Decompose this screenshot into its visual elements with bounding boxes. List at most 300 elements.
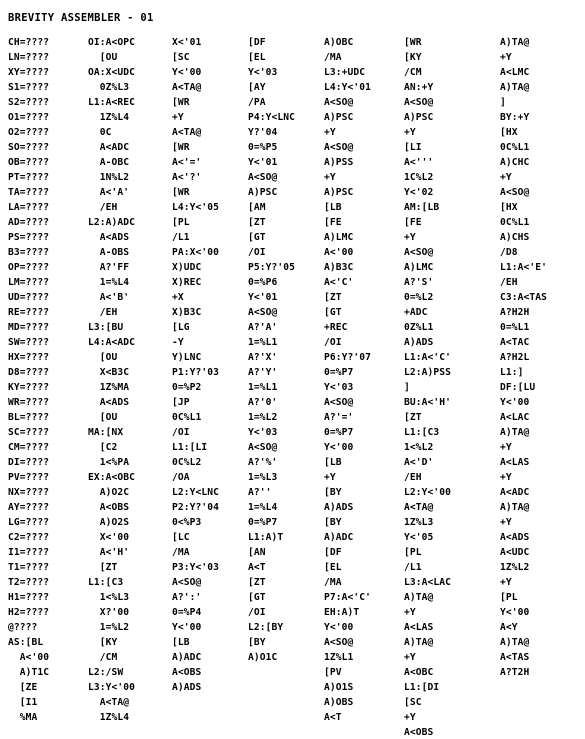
code-line: +Y [500, 52, 512, 63]
code-line: [WR [404, 37, 422, 48]
code-line: X?'00 [88, 607, 130, 618]
code-line: 0=%P6 [248, 277, 278, 288]
code-line: Y<'00 [172, 67, 202, 78]
code-line: UD=???? [8, 292, 50, 303]
code-line: 1=%L1 [248, 382, 278, 393]
code-line: A)PSS [324, 157, 354, 168]
code-line: [GT [324, 307, 342, 318]
code-line: HX=???? [8, 352, 50, 363]
code-line: [BY [324, 517, 342, 528]
code-line: A<UDC [500, 547, 530, 558]
code-line: [I1 [8, 697, 38, 708]
code-line: 0C [88, 127, 112, 138]
code-line: BY:+Y [500, 112, 530, 123]
code-line: A)ADS [172, 682, 202, 693]
code-line: +Y [500, 577, 512, 588]
code-line: [ZT [404, 412, 422, 423]
code-line: Y<'00 [500, 607, 530, 618]
code-line: A<OBS [88, 502, 130, 513]
code-line: B3=???? [8, 247, 50, 258]
code-line: A)TA@ [404, 637, 434, 648]
code-line: A)TA@ [500, 427, 530, 438]
code-line: A<SO@ [248, 442, 278, 453]
code-line: L4:Y<'05 [172, 202, 220, 213]
code-line: 1=%L1 [248, 337, 278, 348]
code-line: A<SO@ [404, 97, 434, 108]
code-line: [JP [172, 397, 190, 408]
assembler-listing [0, 37, 585, 738]
code-line: A<TA@ [172, 82, 202, 93]
code-line: /L1 [404, 562, 422, 573]
code-line: S2=???? [8, 97, 50, 108]
code-line: RE=???? [8, 307, 50, 318]
code-line: [BY [324, 487, 342, 498]
code-line: LG=???? [8, 517, 50, 528]
code-line: A<''' [404, 157, 434, 168]
code-line: A)CHC [500, 157, 530, 168]
code-line: +Y [500, 442, 512, 453]
code-line: [LC [172, 532, 190, 543]
code-line: /OI [248, 607, 266, 618]
code-line: [LG [172, 322, 190, 333]
code-line: [WR [172, 142, 190, 153]
code-line: TA=???? [8, 187, 50, 198]
code-line: +REC [324, 322, 348, 333]
code-line: [PL [500, 592, 518, 603]
code-line: L2:A)PSS [404, 367, 452, 378]
code-line: A)CHS [500, 232, 530, 243]
code-line: [PL [404, 547, 422, 558]
code-line: [OU [88, 412, 118, 423]
code-line: +ADC [404, 307, 428, 318]
code-line: A)PSC [324, 187, 354, 198]
code-line: A<'=' [172, 157, 202, 168]
code-line: A<LMC [500, 67, 530, 78]
code-line: A<'C' [324, 277, 354, 288]
code-line: /EH [88, 307, 118, 318]
code-line: O1=???? [8, 112, 50, 123]
code-line: [FE [404, 217, 422, 228]
code-line: A<'H' [88, 547, 130, 558]
code-line: [LB [324, 202, 342, 213]
code-line: /L1 [172, 232, 190, 243]
code-line: OP=???? [8, 262, 50, 273]
code-line: AN:+Y [404, 82, 434, 93]
code-line: AY=???? [8, 502, 50, 513]
code-line: [LI [404, 142, 422, 153]
code-line: 0C%L1 [172, 412, 202, 423]
code-line: A?'%' [248, 457, 278, 468]
code-line: [HX [500, 202, 518, 213]
code-line: MA:[NX [88, 427, 124, 438]
code-line: A-OBC [88, 157, 130, 168]
code-line: 1=%L2 [88, 622, 130, 633]
code-line: [EL [248, 52, 266, 63]
code-line: %MA [8, 712, 38, 723]
code-line: AM:[LB [404, 202, 440, 213]
code-line: P3:Y<'03 [172, 562, 220, 573]
code-line: A?'=' [324, 412, 354, 423]
code-line: 0C%L1 [500, 217, 530, 228]
code-line: [LB [324, 457, 342, 468]
code-line: A<LAS [500, 457, 530, 468]
code-line: /MA [172, 547, 190, 558]
code-line: A)O2S [88, 517, 130, 528]
code-line: L1:] [500, 367, 524, 378]
code-line: 1Z%L4 [88, 712, 130, 723]
code-line: [PL [172, 217, 190, 228]
code-line: WR=???? [8, 397, 50, 408]
code-line: X)B3C [172, 307, 202, 318]
code-line: A<LAC [500, 412, 530, 423]
code-line: [ZT [248, 217, 266, 228]
code-line: BL=???? [8, 412, 50, 423]
code-line: [KY [404, 52, 422, 63]
code-line: 0Z%L1 [404, 322, 434, 333]
code-line: L4:Y<'01 [324, 82, 372, 93]
code-line: ] [404, 382, 410, 393]
code-line: Y<'00 [324, 442, 354, 453]
code-line: 1Z%L3 [404, 517, 434, 528]
code-line: /MA [324, 52, 342, 63]
code-line: A<SO@ [172, 577, 202, 588]
code-line: A<TA@ [88, 697, 130, 708]
code-line: L3:[BU [88, 322, 124, 333]
code-line: A<OBC [404, 667, 434, 678]
code-line: 0=%P7 [248, 517, 278, 528]
code-line: C2=???? [8, 532, 50, 543]
code-line: A<SO@ [404, 247, 434, 258]
code-line: [LB [172, 637, 190, 648]
code-line: [PV [324, 667, 342, 678]
code-line: O2=???? [8, 127, 50, 138]
code-line: A)TA@ [404, 592, 434, 603]
code-line: PT=???? [8, 172, 50, 183]
code-line: L2:/SW [88, 667, 124, 678]
code-line: A)O1C [248, 652, 278, 663]
code-line: A<ADS [88, 397, 130, 408]
code-line: +Y [404, 712, 416, 723]
code-line: H2=???? [8, 607, 50, 618]
code-line: 0=%P2 [172, 382, 202, 393]
code-line: P4:Y<LNC [248, 112, 296, 123]
code-line: P7:A<'C' [324, 592, 372, 603]
code-line: 1<%L2 [404, 442, 434, 453]
code-line: A<SO@ [324, 397, 354, 408]
code-line: +Y [172, 112, 184, 123]
code-line: OA:X<UDC [88, 67, 136, 78]
code-line: A<OBS [172, 667, 202, 678]
code-line: P5:Y?'05 [248, 262, 296, 273]
code-line: [AM [248, 202, 266, 213]
code-line: AD=???? [8, 217, 50, 228]
code-line: A<Y [500, 622, 518, 633]
code-line: I1=???? [8, 547, 50, 558]
code-line: /OI [324, 337, 342, 348]
code-line: /MA [324, 577, 342, 588]
code-line: L1:[DI [404, 682, 440, 693]
code-line: A-OBS [88, 247, 130, 258]
code-line: A<SO@ [324, 637, 354, 648]
code-line: L1:[LI [172, 442, 208, 453]
code-line: A<TAC [500, 337, 530, 348]
code-line: A<SO@ [324, 142, 354, 153]
code-line: PV=???? [8, 472, 50, 483]
code-line: P1:Y?'03 [172, 367, 220, 378]
code-line: A<SO@ [500, 187, 530, 198]
code-line: [BY [248, 637, 266, 648]
code-line: Y<'05 [404, 532, 434, 543]
code-line: A)LMC [324, 232, 354, 243]
code-line: Y<'02 [404, 187, 434, 198]
code-line: [DF [324, 547, 342, 558]
code-line: A<'00 [324, 247, 354, 258]
code-line: /EH [404, 472, 422, 483]
code-line: L1:A<REC [88, 97, 136, 108]
code-line: /D8 [500, 247, 518, 258]
code-line: BU:A<'H' [404, 397, 452, 408]
code-line: A<TA@ [172, 127, 202, 138]
code-line: [OU [88, 52, 118, 63]
code-line: A<'00 [8, 652, 50, 663]
code-line: [EL [324, 562, 342, 573]
code-line: A?'X' [248, 352, 278, 363]
code-line: +Y [404, 232, 416, 243]
code-line: DI=???? [8, 457, 50, 468]
code-line: L2:Y<LNC [172, 487, 220, 498]
code-line: [OU [88, 352, 118, 363]
code-line: [ZT [324, 292, 342, 303]
code-line: L2:[BY [248, 622, 284, 633]
code-line: PA:X<'00 [172, 247, 220, 258]
code-line: Y<'03 [248, 67, 278, 78]
code-line: SO=???? [8, 142, 50, 153]
code-line: SC=???? [8, 427, 50, 438]
code-line: Y<'00 [324, 622, 354, 633]
code-line: OB=???? [8, 157, 50, 168]
code-line: A<T [248, 562, 266, 573]
code-line: A?T2H [500, 667, 530, 678]
code-line: A)B3C [324, 262, 354, 273]
code-line: +Y [324, 472, 336, 483]
code-line: A?H2L [500, 352, 530, 363]
code-line: A?'Y' [248, 367, 278, 378]
code-line: [SC [404, 697, 422, 708]
code-line: /OI [172, 427, 190, 438]
code-line: [AY [248, 82, 266, 93]
code-line: 0C%L1 [500, 142, 530, 153]
code-line: A<OBS [404, 727, 434, 738]
code-line: [SC [172, 52, 190, 63]
code-line: T1=???? [8, 562, 50, 573]
code-line: C3:A<TAS [500, 292, 548, 303]
code-line: 1C%L2 [404, 172, 434, 183]
code-line: A)TA@ [500, 82, 530, 93]
code-line: A?'' [248, 487, 272, 498]
code-line: A)ADS [404, 337, 434, 348]
code-line: A<ADC [88, 142, 130, 153]
code-line: CM=???? [8, 442, 50, 453]
code-line: [C2 [88, 442, 118, 453]
code-line: +Y [404, 607, 416, 618]
code-line: 1=%L4 [88, 277, 130, 288]
code-line: [ZT [88, 562, 118, 573]
code-line: [FE [324, 217, 342, 228]
code-line: -Y [172, 337, 184, 348]
code-line: L1:A)T [248, 532, 284, 543]
code-line: OI:A<OPC [88, 37, 136, 48]
code-line: L4:A<ADC [88, 337, 136, 348]
code-line: /PA [248, 97, 266, 108]
code-line: KY=???? [8, 382, 50, 393]
code-line: L1:[C3 [404, 427, 440, 438]
code-line: 1<%L3 [88, 592, 130, 603]
code-line: Y<'03 [248, 427, 278, 438]
code-line: 1=%L2 [248, 412, 278, 423]
code-line: X<'00 [88, 532, 130, 543]
code-line: A<SO@ [324, 97, 354, 108]
code-line: DF:[LU [500, 382, 536, 393]
code-line: +Y [404, 127, 416, 138]
code-line: A)PSC [248, 187, 278, 198]
code-line: [GT [248, 232, 266, 243]
code-line: SW=???? [8, 337, 50, 348]
code-line: H1=???? [8, 592, 50, 603]
code-line: A)TA@ [500, 502, 530, 513]
code-line: LN=???? [8, 52, 50, 63]
code-line: L3:Y<'00 [88, 682, 136, 693]
code-line: 1Z%L1 [324, 652, 354, 663]
code-line: +Y [500, 172, 512, 183]
code-line: +Y [404, 652, 416, 663]
code-line: +Y [500, 517, 512, 528]
code-line: [ZE [8, 682, 38, 693]
code-line: 0<%P3 [172, 517, 202, 528]
code-line: Y<'01 [248, 157, 278, 168]
code-line: A<T [324, 712, 342, 723]
code-line: A)T1C [8, 667, 50, 678]
code-line: +Y [324, 172, 336, 183]
code-line: A?'A' [248, 322, 278, 333]
page-title: BREVITY ASSEMBLER - 01 [8, 12, 154, 24]
code-line: P6:Y?'07 [324, 352, 372, 363]
code-line: A?'FF [88, 262, 130, 273]
code-line: L3:A<LAC [404, 577, 452, 588]
code-line: A)OBC [324, 37, 354, 48]
code-line: A<ADS [88, 232, 130, 243]
code-line: A)PSC [324, 112, 354, 123]
code-line: +X [172, 292, 184, 303]
code-line: NX=???? [8, 487, 50, 498]
code-line: X)REC [172, 277, 202, 288]
code-line: 1Z%MA [88, 382, 130, 393]
code-line: 0=%P4 [172, 607, 202, 618]
code-line: A?'S' [404, 277, 434, 288]
code-line: A<'?' [172, 172, 202, 183]
code-line: CH=???? [8, 37, 50, 48]
code-line: A)TA@ [500, 37, 530, 48]
code-line: /OI [248, 247, 266, 258]
code-line: 0=%P7 [324, 427, 354, 438]
code-line: /CM [88, 652, 118, 663]
code-line: [ZT [248, 577, 266, 588]
code-line: PS=???? [8, 232, 50, 243]
code-line: 0C%L2 [172, 457, 202, 468]
code-line: A<ADC [500, 487, 530, 498]
code-line: LM=???? [8, 277, 50, 288]
code-line: XY=???? [8, 67, 50, 78]
code-line: 1=%L3 [248, 472, 278, 483]
code-line: A<SO@ [248, 307, 278, 318]
code-line: +Y [324, 127, 336, 138]
code-line: D8=???? [8, 367, 50, 378]
code-line: A<'D' [404, 457, 434, 468]
code-line: 0Z%L3 [88, 82, 130, 93]
code-line: 1Z%L2 [500, 562, 530, 573]
code-line: [KY [88, 637, 118, 648]
code-line: A)ADC [172, 652, 202, 663]
code-line: AS:[BL [8, 637, 44, 648]
code-line: /EH [500, 277, 518, 288]
code-line: L1:A<'C' [404, 352, 452, 363]
code-line: Y?'04 [248, 127, 278, 138]
code-line: A?H2H [500, 307, 530, 318]
code-line: A<'B' [88, 292, 130, 303]
code-line: A)OBS [324, 697, 354, 708]
code-line: EX:A<OBC [88, 472, 136, 483]
code-line: L2:Y<'00 [404, 487, 452, 498]
code-line: L1:A<'E' [500, 262, 548, 273]
code-line: X<B3C [88, 367, 130, 378]
code-line: Y<'03 [324, 382, 354, 393]
code-line: 0=%L2 [404, 292, 434, 303]
code-line: [AN [248, 547, 266, 558]
code-line: L1:[C3 [88, 577, 124, 588]
code-line: 0=%P7 [324, 367, 354, 378]
code-line: /OA [172, 472, 190, 483]
code-line: Y<'00 [500, 397, 530, 408]
code-line: A)O2C [88, 487, 130, 498]
code-line: S1=???? [8, 82, 50, 93]
code-line: A<'A' [88, 187, 130, 198]
code-line: X<'01 [172, 37, 202, 48]
code-line: T2=???? [8, 577, 50, 588]
code-line: A)PSC [404, 112, 434, 123]
code-line: Y<'01 [248, 292, 278, 303]
code-line: A)ADS [324, 502, 354, 513]
code-line: Y)LNC [172, 352, 202, 363]
code-line: A)ADC [324, 532, 354, 543]
code-line: L2:A)ADC [88, 217, 136, 228]
code-line: LA=???? [8, 202, 50, 213]
code-line: A)O1S [324, 682, 354, 693]
code-line: A<ADS [500, 532, 530, 543]
code-line: ] [500, 97, 506, 108]
code-line: A?':' [172, 592, 202, 603]
code-line: @???? [8, 622, 38, 633]
code-line: [DF [248, 37, 266, 48]
code-line: A)LMC [404, 262, 434, 273]
code-line: [WR [172, 97, 190, 108]
code-line: A?'0' [248, 397, 278, 408]
code-line: Y<'00 [172, 622, 202, 633]
code-line: X)UDC [172, 262, 202, 273]
code-line: 1N%L2 [88, 172, 130, 183]
code-line: A<TA@ [404, 502, 434, 513]
code-line: +Y [500, 472, 512, 483]
code-line: 0=%L1 [500, 322, 530, 333]
code-line: MD=???? [8, 322, 50, 333]
